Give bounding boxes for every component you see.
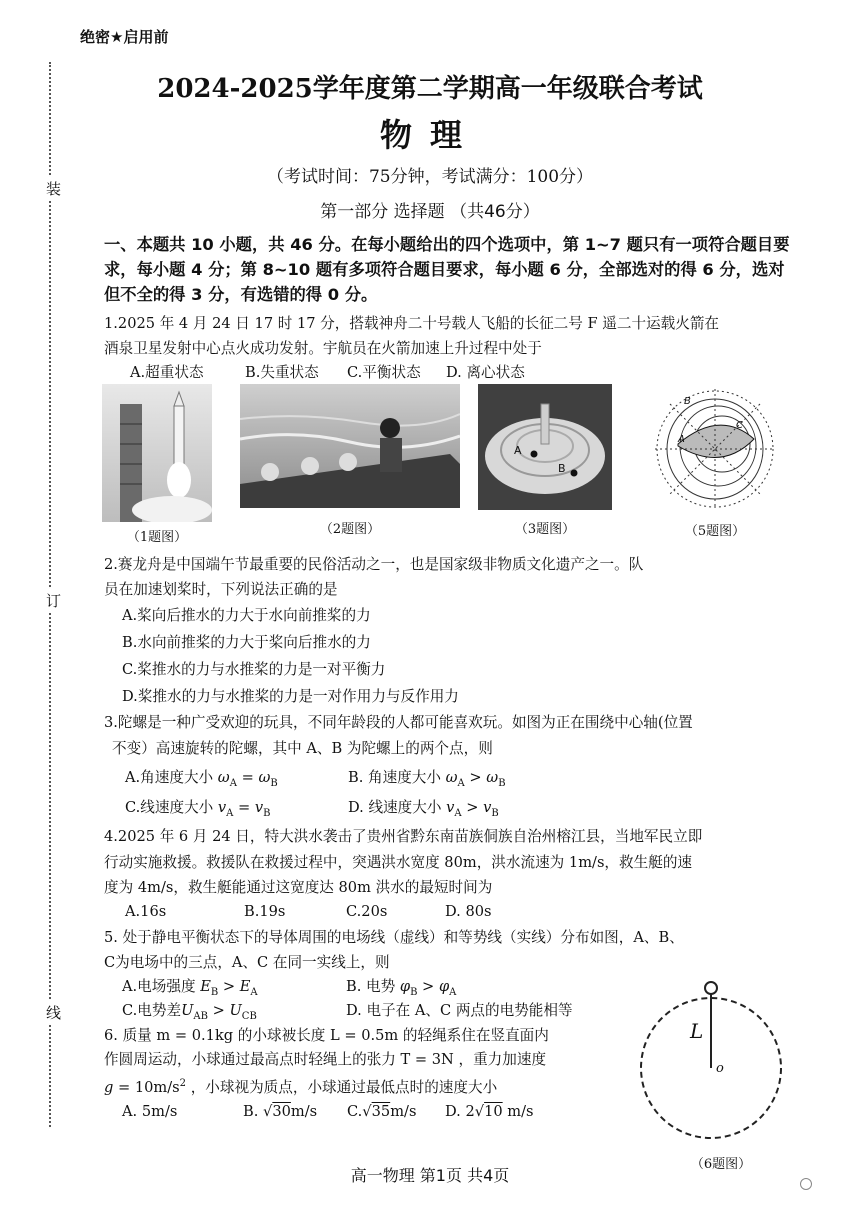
fig6-label-o: o (716, 1061, 724, 1076)
q3-option-b: B. 角速度大小 $\omega_A > \omega_B$ (348, 769, 506, 789)
fig2-dragon-boat-photo (240, 384, 460, 508)
q2-stem-line2: 员在加速划桨时，下列说法正确的是 (104, 581, 338, 598)
fig5-label-a: A (678, 434, 685, 445)
q1-option-d: D. 离心状态 (446, 364, 525, 381)
q5-stem-line1: 5. 处于静电平衡状态下的导体周围的电场线（虚线）和等势线（实线）分布如图，A、B、 (104, 929, 684, 946)
q6-option-c: C.√35m/s (347, 1103, 417, 1120)
binding-char-ding: 订 (46, 588, 61, 613)
fig6-circle-diagram (636, 980, 786, 1150)
q1-stem-line1: 1.2025 年 4 月 24 日 17 时 17 分，搭载神舟二十号载人飞船的长征二号 F 遥二十运载火箭在 (104, 315, 720, 332)
q1-option-b: B.失重状态 (245, 364, 319, 381)
q6-option-d: D. 2√10 m/s (445, 1103, 534, 1120)
secret-label: 绝密★启用前 (80, 28, 169, 46)
fig6-label-l: L (690, 1019, 704, 1043)
q6-stem-line2: 作圆周运动，小球通过最高点时轻绳上的张力 T = 3N ，重力加速度 (104, 1051, 547, 1068)
fig6-caption: （6题图） (690, 1157, 752, 1172)
q1-option-a: A.超重状态 (130, 364, 204, 381)
fig2-caption: （2题图） (319, 522, 381, 537)
corner-mark (800, 1178, 812, 1190)
q3-option-d: D. 线速度大小 $v_A > v_B$ (348, 799, 499, 819)
q5-option-b: B. 电势 $\varphi_B > \varphi_A$ (346, 978, 457, 998)
q3-option-c: C.线速度大小 $v_A = v_B$ (125, 799, 271, 819)
q2-option-b: B.水向前推桨的力大于桨向后推水的力 (122, 634, 371, 651)
q4-option-c: C.20s (346, 903, 388, 920)
fig1-caption: （1题图） (126, 530, 188, 545)
q6-stem-line3: $g = 10m/s^2$ ，小球视为质点，小球通过最低点时的速度大小 (104, 1078, 498, 1096)
q2-stem-line1: 2.赛龙舟是中国端午节最重要的民俗活动之一，也是国家级非物质文化遗产之一。队 (104, 556, 644, 573)
q6-option-a: A. 5m/s (122, 1103, 178, 1120)
q1-option-c: C.平衡状态 (347, 364, 421, 381)
fig5-caption: （5题图） (684, 524, 746, 539)
q4-stem-line2: 行动实施救援。救援队在救援过程中，突遇洪水宽度 80m，洪水流速为 1m/s，救生艇的速 (104, 854, 693, 871)
q3-option-a: A.角速度大小 $\omega_A = \omega_B$ (125, 769, 278, 789)
q2-option-c: C.桨推水的力与水推桨的力是一对平衡力 (122, 661, 386, 678)
exam-info: （考试时间：75分钟，考试满分：100分） (266, 167, 594, 187)
section-instructions: 一、本题共 10 小题，共 46 分。在每小题给出的四个选项中，第 1~7 题只有一项符合题目要求，每小题 4 分；第 8~10 题有多项符合题目要求，每小题 6 分，全部选对的得 6 分，选对但不全的得 3 分，有选错的得 0 分。 (104, 235, 790, 304)
fig5-field-diagram (650, 384, 780, 514)
fig5-label-b: B (684, 396, 691, 407)
fig3-spinning-top (478, 384, 612, 510)
q4-option-b: B.19s (244, 903, 286, 920)
q2-option-a: A.桨向后推水的力大于水向前推桨的力 (122, 607, 371, 624)
q5-option-a: A.电场强度 $E_B > E_A$ (122, 978, 258, 998)
q5-option-d: D. 电子在 A、C 两点的电势能相等 (346, 1002, 573, 1019)
fig3-label-a: A (514, 444, 522, 457)
q4-option-d: D. 80s (445, 903, 492, 920)
subject-title: 物理 (379, 116, 480, 154)
q6-option-b: B. √30m/s (243, 1103, 318, 1120)
q3-stem-line1: 3.陀螺是一种广受欢迎的玩具，不同年龄段的人都可能喜欢玩。如图为正在围绕中心轴(位置 (104, 714, 693, 731)
q2-option-d: D.桨推水的力与水推桨的力是一对作用力与反作用力 (122, 688, 459, 705)
q1-stem-line2: 酒泉卫星发射中心点火成功发射。宇航员在火箭加速上升过程中处于 (104, 340, 542, 357)
part-heading: 第一部分 选择题 （共46分） (320, 202, 540, 222)
q3-stem-line2: 不变）高速旋转的陀螺，其中 A、B 为陀螺上的两个点，则 (112, 740, 493, 757)
fig1-rocket-photo (102, 384, 212, 522)
binding-char-xian: 线 (46, 1000, 61, 1025)
q4-stem-line3: 度为 4m/s，救生艇能通过这宽度达 80m 洪水的最短时间为 (104, 879, 493, 896)
page-footer: 高一物理 第1页 共4页 (350, 1166, 510, 1185)
binding-char-zhuang: 装 (46, 176, 61, 201)
q5-option-c: C.电势差$U_{AB} > U_{CB}$ (122, 1002, 257, 1022)
q4-stem-line1: 4.2025 年 6 月 24 日，特大洪水袭击了贵州省黔东南苗族侗族自治州榕江县，当地军民立即 (104, 828, 703, 845)
q6-stem-line1: 6. 质量 m = 0.1kg 的小球被长度 L = 0.5m 的轻绳系住在竖直面内 (104, 1027, 549, 1044)
exam-title: 2024-2025学年度第二学期高一年级联合考试 (157, 74, 703, 104)
fig3-caption: （3题图） (514, 522, 576, 537)
fig5-label-c: C (736, 420, 743, 431)
q5-stem-line2: C为电场中的三点，A、C 在同一实线上，则 (104, 954, 390, 971)
fig3-label-b: B (558, 462, 566, 475)
q4-option-a: A.16s (125, 903, 167, 920)
